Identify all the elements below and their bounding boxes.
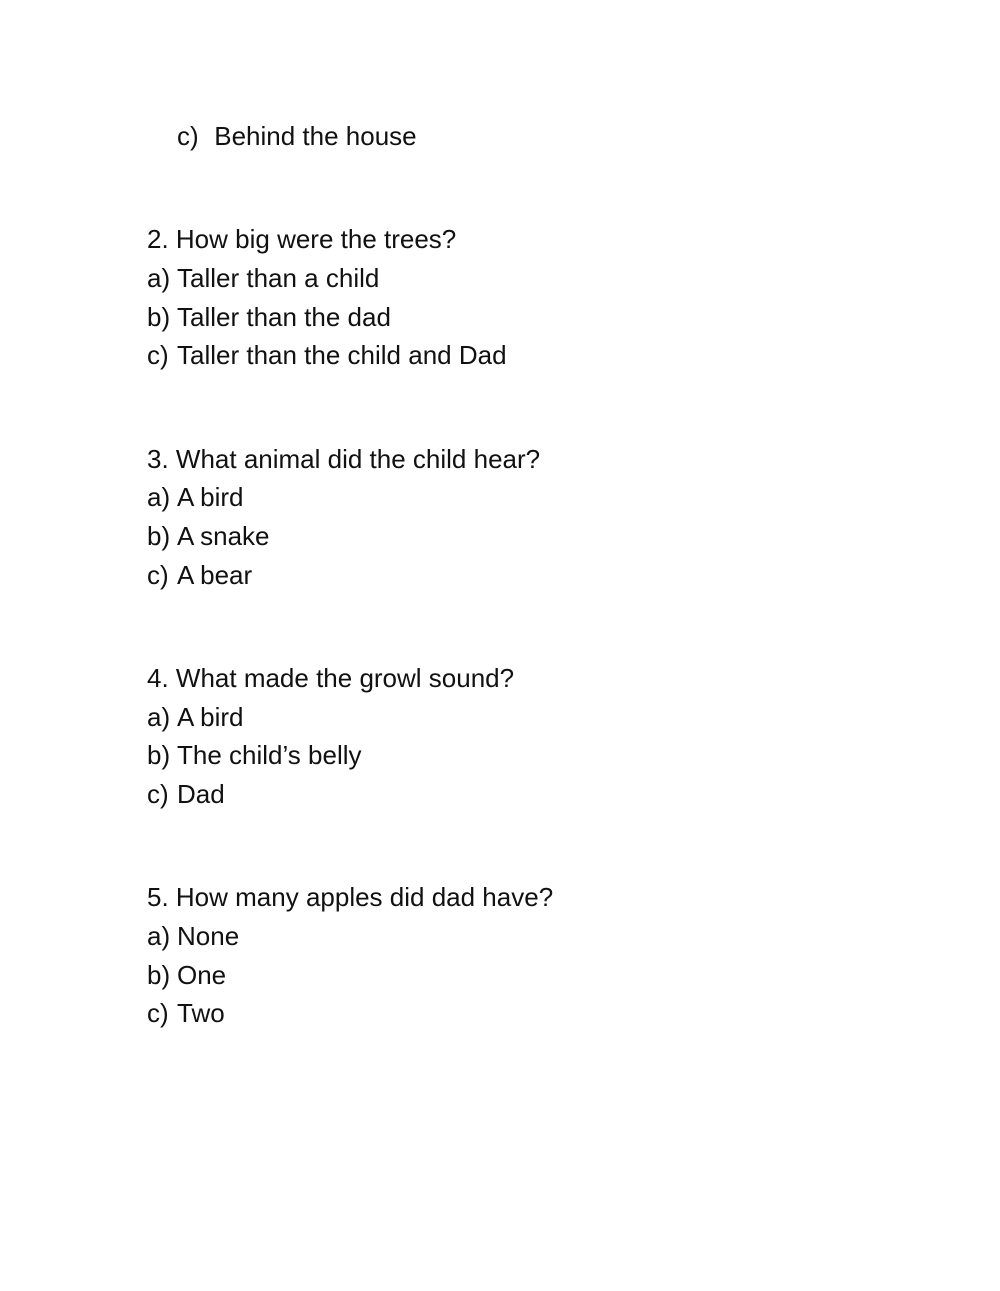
answer-option bbox=[147, 301, 391, 333]
option-letter: b) bbox=[147, 960, 171, 990]
option-letter: a) bbox=[147, 702, 171, 732]
option-letter: c) bbox=[147, 340, 169, 370]
answer-option bbox=[147, 262, 379, 294]
option-text: Behind the house bbox=[214, 121, 417, 151]
answer-option bbox=[147, 559, 252, 591]
option-text: Two bbox=[177, 998, 225, 1028]
question-prompt: 3. What animal did the child hear? bbox=[147, 444, 541, 474]
answer-option bbox=[147, 959, 226, 991]
option-letter: a) bbox=[147, 263, 171, 293]
answer-option bbox=[147, 739, 362, 771]
answer-option bbox=[147, 778, 225, 810]
option-text: Taller than the child and Dad bbox=[177, 340, 507, 370]
option-letter: b) bbox=[147, 302, 171, 332]
answer-option bbox=[147, 920, 239, 952]
answer-option bbox=[147, 997, 225, 1029]
option-text: A snake bbox=[177, 521, 270, 551]
option-text: None bbox=[177, 921, 240, 951]
option-text: Taller than the dad bbox=[177, 302, 391, 332]
question-prompt: 2. How big were the trees? bbox=[147, 224, 457, 254]
answer-option bbox=[147, 481, 244, 513]
option-letter: a) bbox=[147, 482, 171, 512]
option-text: Dad bbox=[177, 779, 225, 809]
option-letter: c) bbox=[147, 560, 169, 590]
option-text: One bbox=[177, 960, 227, 990]
answer-option bbox=[147, 701, 244, 733]
answer-option bbox=[147, 339, 507, 371]
option-text: A bear bbox=[177, 560, 253, 590]
option-text: A bird bbox=[177, 702, 244, 732]
option-letter: b) bbox=[147, 740, 171, 770]
option-text: The child’s belly bbox=[177, 740, 362, 770]
option-letter: c) bbox=[177, 121, 199, 151]
question-prompt: 4. What made the growl sound? bbox=[147, 663, 515, 693]
option-letter: c) bbox=[147, 998, 169, 1028]
question-prompt: 5. How many apples did dad have? bbox=[147, 882, 554, 912]
option-text: Taller than a child bbox=[177, 263, 380, 293]
option-text: A bird bbox=[177, 482, 244, 512]
carryover-option bbox=[177, 120, 417, 152]
option-letter: c) bbox=[147, 779, 169, 809]
option-letter: b) bbox=[147, 521, 171, 551]
answer-option bbox=[147, 520, 270, 552]
option-letter: a) bbox=[147, 921, 171, 951]
